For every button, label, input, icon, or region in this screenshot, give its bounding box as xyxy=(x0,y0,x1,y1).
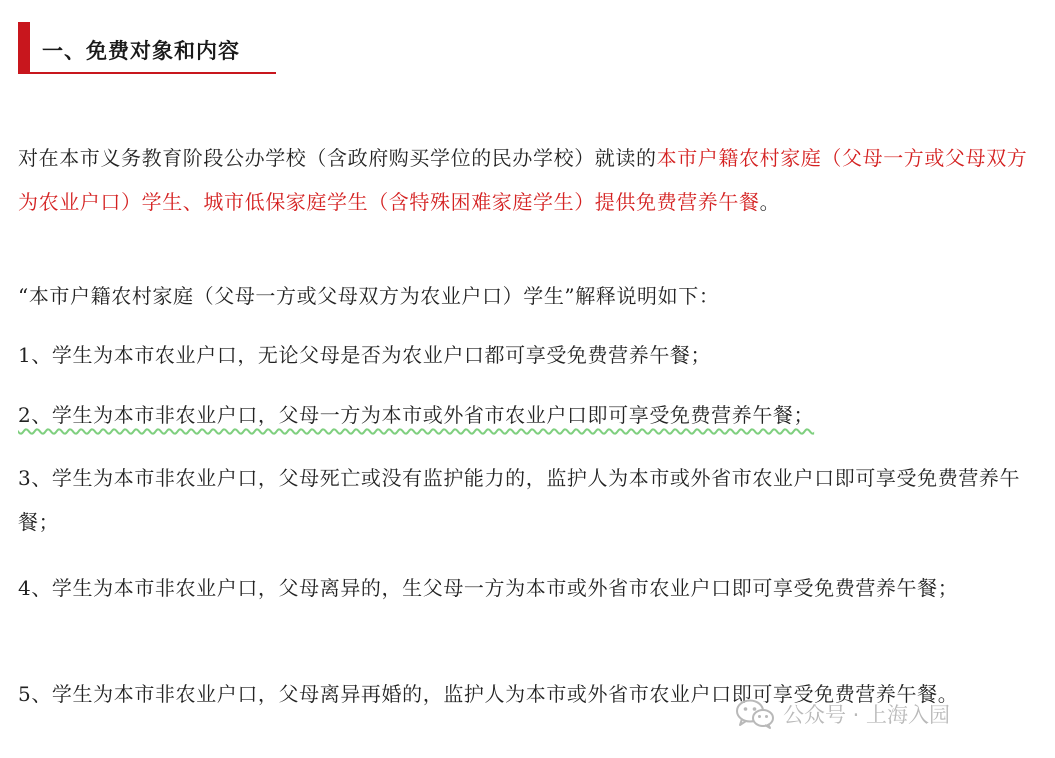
watermark xyxy=(735,696,950,732)
heading-underline xyxy=(30,72,276,74)
list-item-2-text: 2、学生为本市非农业户口，父母一方为本市或外省市农业户口即可享受免费营养午餐； xyxy=(18,403,815,427)
list-item-2 xyxy=(18,393,1038,437)
watermark-text: 公众号 · 上海入园 xyxy=(783,703,951,727)
list-item-4: 4、学生为本市非农业户口，父母离异的，生父母一方为本市或外省市农业户口即可享受免费营养午餐； xyxy=(18,576,959,600)
list-item-1: 1、学生为本市农业户口，无论父母是否为农业户口都可享受免费营养午餐； xyxy=(18,343,712,367)
intro-highlight: 本市户籍农村家庭（父母一方或父母双方为农业户口）学生、城市低保家庭学生（含特殊困难家庭学生）提供免费营养午餐 xyxy=(18,146,1028,214)
wechat-icon xyxy=(735,698,775,730)
list-item-5: 5、学生为本市非农业户口，父母离异再婚的，监护人为本市或外省市农业户口即可享受免费营养午餐。 xyxy=(18,682,959,706)
intro-text-end: 。 xyxy=(759,190,781,214)
section-heading xyxy=(18,22,276,74)
explanation-heading: “本市户籍农村家庭（父母一方或父母双方为农业户口）学生”解释说明如下： xyxy=(18,284,720,308)
section-title: 一、免费对象和内容 xyxy=(42,38,240,63)
heading-accent-bar xyxy=(18,22,30,74)
intro-paragraph xyxy=(18,136,1038,224)
intro-text-start: 对在本市义务教育阶段公办学校（含政府购买学位的民办学校）就读的 xyxy=(18,146,657,170)
list-item-3: 3、学生为本市非农业户口，父母死亡或没有监护能力的，监护人为本市或外省市农业户口即可享受免费营养午餐； xyxy=(18,466,1021,534)
